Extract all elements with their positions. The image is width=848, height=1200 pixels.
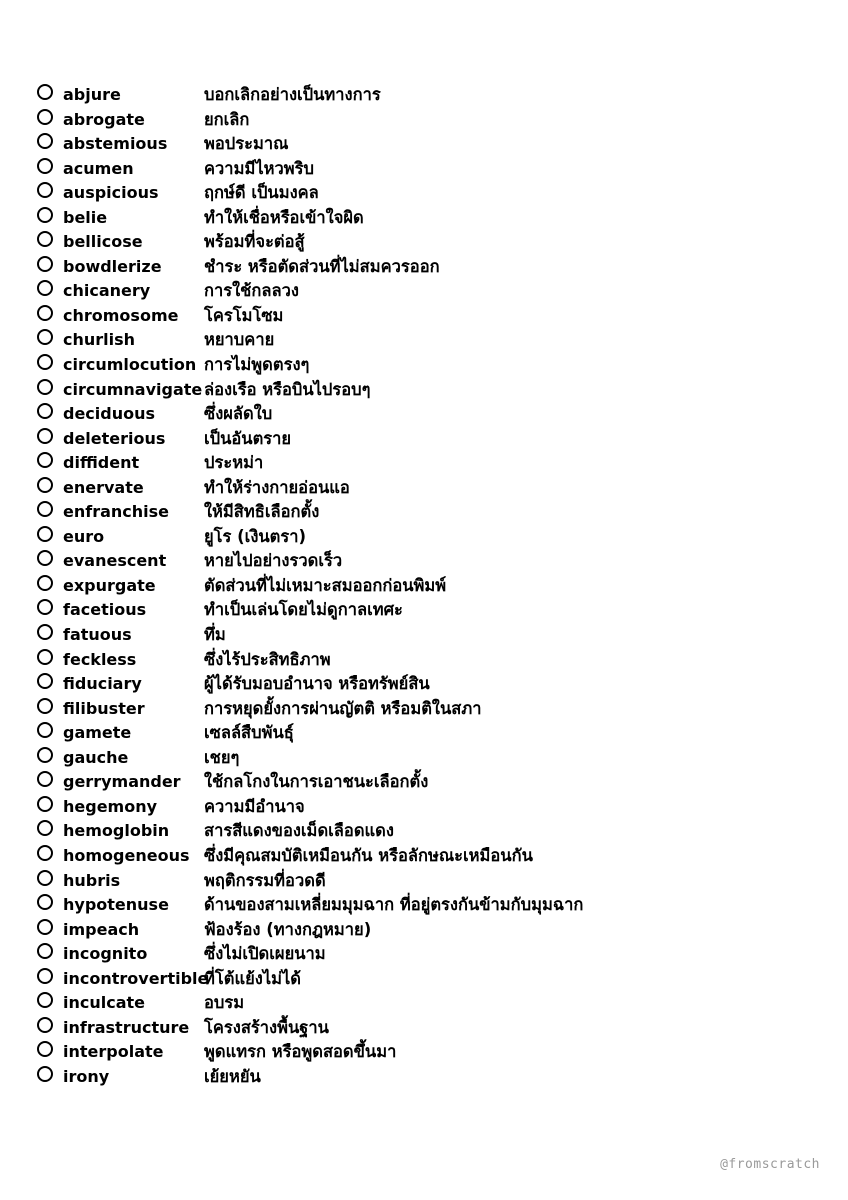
vocab-word: acumen xyxy=(63,158,134,178)
vocab-row xyxy=(36,304,816,329)
vocab-row xyxy=(36,525,816,550)
checkbox-circle-icon[interactable] xyxy=(37,109,53,125)
vocab-meaning: ความมีอำนาจ xyxy=(204,796,305,816)
checkbox-circle-icon[interactable] xyxy=(37,403,53,419)
vocab-row xyxy=(36,427,816,452)
vocab-word: incognito xyxy=(63,944,148,964)
checkbox-circle-icon[interactable] xyxy=(37,845,53,861)
vocab-meaning: หายไปอย่างรวดเร็ว xyxy=(204,551,343,571)
vocab-word: enfranchise xyxy=(63,502,170,522)
vocab-meaning: ชำระ หรือตัดส่วนที่ไม่สมควรออก xyxy=(204,256,440,276)
vocab-row xyxy=(36,967,816,992)
vocab-row xyxy=(36,1065,816,1090)
vocab-row xyxy=(36,83,816,108)
checkbox-circle-icon[interactable] xyxy=(37,84,53,100)
vocab-meaning: ซึ่งไม่เปิดเผยนาม xyxy=(204,944,326,964)
vocab-word: abjure xyxy=(63,85,121,104)
vocab-row xyxy=(36,942,816,967)
vocab-word: churlish xyxy=(63,330,136,350)
vocab-meaning: ซึ่งไร้ประสิทธิภาพ xyxy=(204,649,331,669)
vocab-word: bowdlerize xyxy=(63,256,162,276)
checkbox-circle-icon[interactable] xyxy=(37,673,53,689)
vocab-row xyxy=(36,672,816,697)
vocab-row xyxy=(36,402,816,427)
vocab-row xyxy=(36,500,816,525)
vocab-meaning: ซึ่งมีคุณสมบัติเหมือนกัน หรือลักษณะเหมือนกัน xyxy=(204,845,533,865)
vocab-word: circumlocution xyxy=(63,355,197,375)
checkbox-circle-icon[interactable] xyxy=(37,968,53,984)
vocab-meaning: ทำให้ร่างกายอ่อนแอ xyxy=(204,477,350,497)
vocab-meaning: ล่องเรือ หรือบินไปรอบๆ xyxy=(204,379,371,399)
vocab-meaning: ทำเป็นเล่นโดยไม่ดูกาลเทศะ xyxy=(204,600,403,620)
vocab-word: belie xyxy=(63,207,108,227)
checkbox-circle-icon[interactable] xyxy=(37,771,53,787)
vocab-row xyxy=(36,328,816,353)
vocab-word: auspicious xyxy=(63,183,159,203)
vocab-row xyxy=(36,819,816,844)
vocab-meaning: พฤติกรรมที่อวดดี xyxy=(204,870,326,890)
vocab-row xyxy=(36,1016,816,1041)
checkbox-circle-icon[interactable] xyxy=(37,526,53,542)
vocab-meaning: ยูโร (เงินตรา) xyxy=(204,526,307,546)
vocab-meaning: ผู้ได้รับมอบอำนาจ หรือทรัพย์สิน xyxy=(204,674,430,694)
vocab-meaning: ตัดส่วนที่ไม่เหมาะสมออกก่อนพิมพ์ xyxy=(204,575,447,595)
vocab-word: infrastructure xyxy=(63,1017,190,1037)
vocab-meaning: โครงสร้างพื้นฐาน xyxy=(204,1017,329,1037)
checkbox-circle-icon[interactable] xyxy=(37,452,53,468)
vocab-word: deleterious xyxy=(63,428,166,448)
watermark: @fromscratch xyxy=(720,1157,820,1172)
vocab-meaning: การหยุดยั้งการผ่านญัตติ หรือมติในสภา xyxy=(204,698,482,718)
vocab-meaning: หยาบคาย xyxy=(204,330,275,350)
vocab-row xyxy=(36,132,816,157)
vocab-meaning: เซลล์สืบพันธุ์ xyxy=(204,723,294,743)
checkbox-circle-icon[interactable] xyxy=(37,599,53,615)
checkbox-circle-icon[interactable] xyxy=(37,894,53,910)
vocab-word: chromosome xyxy=(63,305,179,325)
vocab-meaning: ยกเลิก xyxy=(204,109,250,129)
vocab-word: fiduciary xyxy=(63,674,142,694)
vocab-row xyxy=(36,991,816,1016)
checkbox-circle-icon[interactable] xyxy=(37,870,53,886)
vocabulary-list xyxy=(36,83,816,1089)
vocab-meaning: ทึ่ม xyxy=(204,625,226,645)
vocab-row xyxy=(36,844,816,869)
checkbox-circle-icon[interactable] xyxy=(37,992,53,1008)
vocab-row xyxy=(36,746,816,771)
checkbox-circle-icon[interactable] xyxy=(37,501,53,517)
vocab-row xyxy=(36,279,816,304)
checkbox-circle-icon[interactable] xyxy=(37,649,53,665)
vocab-row xyxy=(36,255,816,280)
vocab-row xyxy=(36,1040,816,1065)
vocab-meaning: อบรม xyxy=(204,993,245,1013)
checkbox-circle-icon[interactable] xyxy=(37,329,53,345)
vocab-word: irony xyxy=(63,1066,110,1086)
vocab-row xyxy=(36,549,816,574)
vocab-meaning: เชยๆ xyxy=(204,747,240,767)
vocab-word: deciduous xyxy=(63,404,156,424)
checkbox-circle-icon[interactable] xyxy=(37,428,53,444)
vocab-word: gamete xyxy=(63,723,132,743)
vocab-meaning: ฟ้องร้อง (ทางกฎหมาย) xyxy=(204,919,372,939)
vocab-word: abstemious xyxy=(63,134,168,154)
checkbox-circle-icon[interactable] xyxy=(37,158,53,174)
vocab-word: inculcate xyxy=(63,993,146,1013)
checkbox-circle-icon[interactable] xyxy=(37,698,53,714)
checkbox-circle-icon[interactable] xyxy=(37,477,53,493)
vocab-row xyxy=(36,795,816,820)
vocab-meaning: ให้มีสิทธิเลือกตั้ง xyxy=(204,502,320,522)
vocab-word: euro xyxy=(63,526,105,546)
vocab-word: hypotenuse xyxy=(63,895,169,915)
vocab-word: facetious xyxy=(63,600,147,620)
vocab-word: incontrovertible xyxy=(63,968,209,988)
vocab-meaning: โครโมโซม xyxy=(204,305,284,325)
vocab-row xyxy=(36,181,816,206)
vocab-word: abrogate xyxy=(63,109,145,129)
vocab-word: homogeneous xyxy=(63,845,190,865)
vocab-meaning: พร้อมที่จะต่อสู้ xyxy=(204,232,305,252)
vocab-row xyxy=(36,893,816,918)
checkbox-circle-icon[interactable] xyxy=(37,796,53,812)
vocab-meaning: เย้ยหยัน xyxy=(204,1066,261,1086)
checkbox-circle-icon[interactable] xyxy=(37,575,53,591)
vocab-word: hegemony xyxy=(63,796,158,816)
vocab-row xyxy=(36,378,816,403)
vocab-word: diffident xyxy=(63,453,140,473)
checkbox-circle-icon[interactable] xyxy=(37,1066,53,1082)
checkbox-circle-icon[interactable] xyxy=(37,182,53,198)
checkbox-circle-icon[interactable] xyxy=(37,747,53,763)
vocab-word: feckless xyxy=(63,649,137,669)
vocab-meaning: ฤกษ์ดี เป็นมงคล xyxy=(204,183,319,203)
checkbox-circle-icon[interactable] xyxy=(37,943,53,959)
vocab-meaning: ที่โต้แย้งไม่ได้ xyxy=(204,968,302,988)
vocab-word: hemoglobin xyxy=(63,821,170,841)
vocab-word: filibuster xyxy=(63,698,145,718)
vocab-meaning: เป็นอันตราย xyxy=(204,428,292,448)
vocab-word: bellicose xyxy=(63,232,143,252)
vocab-row xyxy=(36,108,816,133)
vocab-word: impeach xyxy=(63,919,140,939)
vocab-row xyxy=(36,451,816,476)
vocab-meaning: พอประมาณ xyxy=(204,134,289,154)
vocab-meaning: บอกเลิกอย่างเป็นทางการ xyxy=(204,85,381,104)
vocab-row xyxy=(36,697,816,722)
checkbox-circle-icon[interactable] xyxy=(37,354,53,370)
vocab-word: expurgate xyxy=(63,575,156,595)
checkbox-circle-icon[interactable] xyxy=(37,231,53,247)
vocab-word: fatuous xyxy=(63,625,132,645)
vocab-meaning: ใช้กลโกงในการเอาชนะเลือกตั้ง xyxy=(204,772,429,792)
vocab-row xyxy=(36,721,816,746)
vocab-row xyxy=(36,157,816,182)
vocab-meaning: ด้านของสามเหลี่ยมมุมฉาก ที่อยู่ตรงกันข้ามกับมุมฉาก xyxy=(204,895,584,915)
vocab-row xyxy=(36,476,816,501)
vocab-row xyxy=(36,353,816,378)
vocab-word: gerrymander xyxy=(63,772,181,792)
checkbox-circle-icon[interactable] xyxy=(37,624,53,640)
vocab-word: circumnavigate xyxy=(63,379,203,399)
checkbox-circle-icon[interactable] xyxy=(37,256,53,272)
checkbox-circle-icon[interactable] xyxy=(37,379,53,395)
checkbox-circle-icon[interactable] xyxy=(37,820,53,836)
vocab-word: chicanery xyxy=(63,281,151,301)
vocab-meaning: สารสีแดงของเม็ดเลือดแดง xyxy=(204,821,394,841)
checkbox-circle-icon[interactable] xyxy=(37,919,53,935)
vocab-word: hubris xyxy=(63,870,121,890)
vocab-meaning: ทำให้เชื่อหรือเข้าใจผิด xyxy=(204,207,364,227)
checkbox-circle-icon[interactable] xyxy=(37,207,53,223)
vocab-row xyxy=(36,230,816,255)
checkbox-circle-icon[interactable] xyxy=(37,1017,53,1033)
checkbox-circle-icon[interactable] xyxy=(37,305,53,321)
vocab-word: evanescent xyxy=(63,551,167,571)
vocab-row xyxy=(36,918,816,943)
vocab-row xyxy=(36,206,816,231)
vocab-meaning: ประหม่า xyxy=(204,453,264,473)
vocab-meaning: พูดแทรก หรือพูดสอดขึ้นมา xyxy=(204,1042,397,1062)
vocab-word: enervate xyxy=(63,477,144,497)
vocab-meaning: การไม่พูดตรงๆ xyxy=(204,355,310,375)
checkbox-circle-icon[interactable] xyxy=(37,722,53,738)
vocab-row xyxy=(36,598,816,623)
vocab-row xyxy=(36,869,816,894)
vocab-row xyxy=(36,770,816,795)
checkbox-circle-icon[interactable] xyxy=(37,133,53,149)
vocab-word: interpolate xyxy=(63,1042,164,1062)
vocab-word: gauche xyxy=(63,747,129,767)
checkbox-circle-icon[interactable] xyxy=(37,280,53,296)
vocab-meaning: ความมีไหวพริบ xyxy=(204,158,314,178)
vocab-meaning: การใช้กลลวง xyxy=(204,281,299,301)
vocab-meaning: ซึ่งผลัดใบ xyxy=(204,404,273,424)
vocab-row xyxy=(36,623,816,648)
vocab-row xyxy=(36,574,816,599)
checkbox-circle-icon[interactable] xyxy=(37,1041,53,1057)
checkbox-circle-icon[interactable] xyxy=(37,550,53,566)
vocab-row xyxy=(36,648,816,673)
